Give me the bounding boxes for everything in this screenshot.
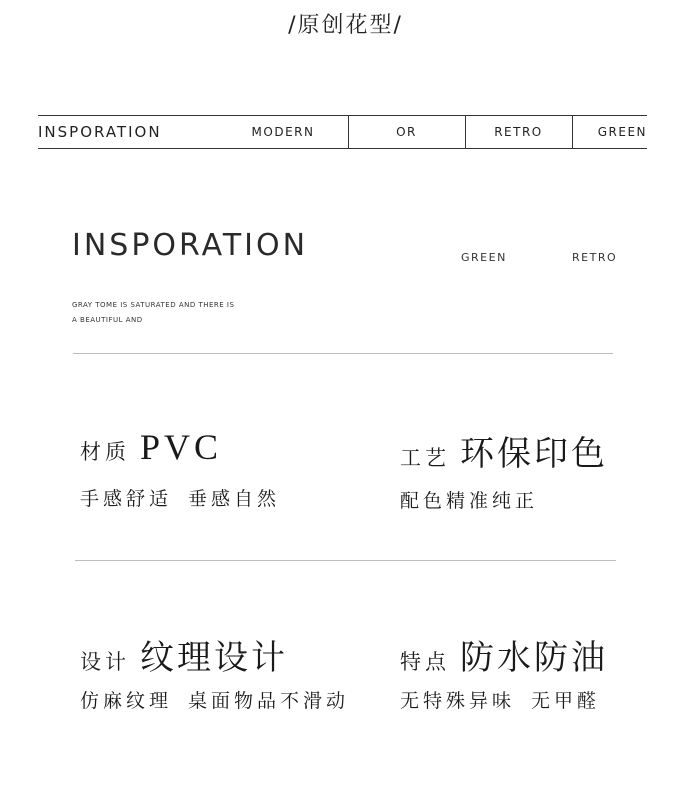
banner-item-modern: MODERN (218, 116, 349, 148)
feature-design-detail-a: 仿麻纹理 (80, 690, 173, 712)
inspiration-description (72, 298, 234, 328)
feature-design-heading (80, 630, 288, 679)
feature-craft-details (400, 486, 538, 513)
inspiration-title: INSPORATION (72, 228, 309, 263)
feature-material-label: 材质 (80, 440, 130, 464)
divider-top (73, 353, 613, 354)
feature-material-value: PVC (140, 427, 223, 467)
feature-craft-heading (400, 426, 608, 475)
description-line-2: A BEAUTIFUL AND (72, 316, 143, 324)
feature-design-detail-b: 桌面物品不滑动 (188, 690, 350, 712)
feature-material-heading (80, 426, 222, 468)
feature-craft-detail-a: 配色精准纯正 (400, 490, 539, 512)
feature-design-value: 纹理设计 (140, 638, 288, 678)
divider-middle (75, 560, 616, 561)
feature-design-details (80, 686, 349, 713)
feature-traits-value: 防水防油 (460, 638, 608, 678)
feature-traits-heading (400, 630, 608, 679)
banner-item-or: OR (348, 116, 466, 148)
banner-item-retro: RETRO (465, 116, 573, 148)
feature-traits-label: 特点 (400, 650, 450, 674)
page-title: /原创花型/ (288, 13, 403, 38)
tag-retro: RETRO (572, 251, 618, 264)
keyword-banner (38, 115, 647, 149)
banner-item-insporation: INSPORATION (38, 123, 162, 141)
feature-material-detail-a: 手感舒适 (80, 488, 173, 510)
feature-material-details (80, 484, 280, 511)
feature-material-detail-b: 垂感自然 (188, 488, 281, 510)
feature-craft-label: 工艺 (400, 446, 450, 470)
feature-traits-detail-a: 无特殊异味 (400, 690, 516, 712)
banner-item-green: GREEN (597, 125, 647, 139)
feature-traits-detail-b: 无甲醛 (531, 690, 601, 712)
feature-traits-details (400, 686, 600, 713)
description-line-1: GRAY TOME IS SATURATED AND THERE IS (72, 301, 235, 309)
feature-craft-value: 环保印色 (460, 434, 608, 474)
feature-design-label: 设计 (80, 650, 130, 674)
tag-green: GREEN (461, 251, 507, 264)
